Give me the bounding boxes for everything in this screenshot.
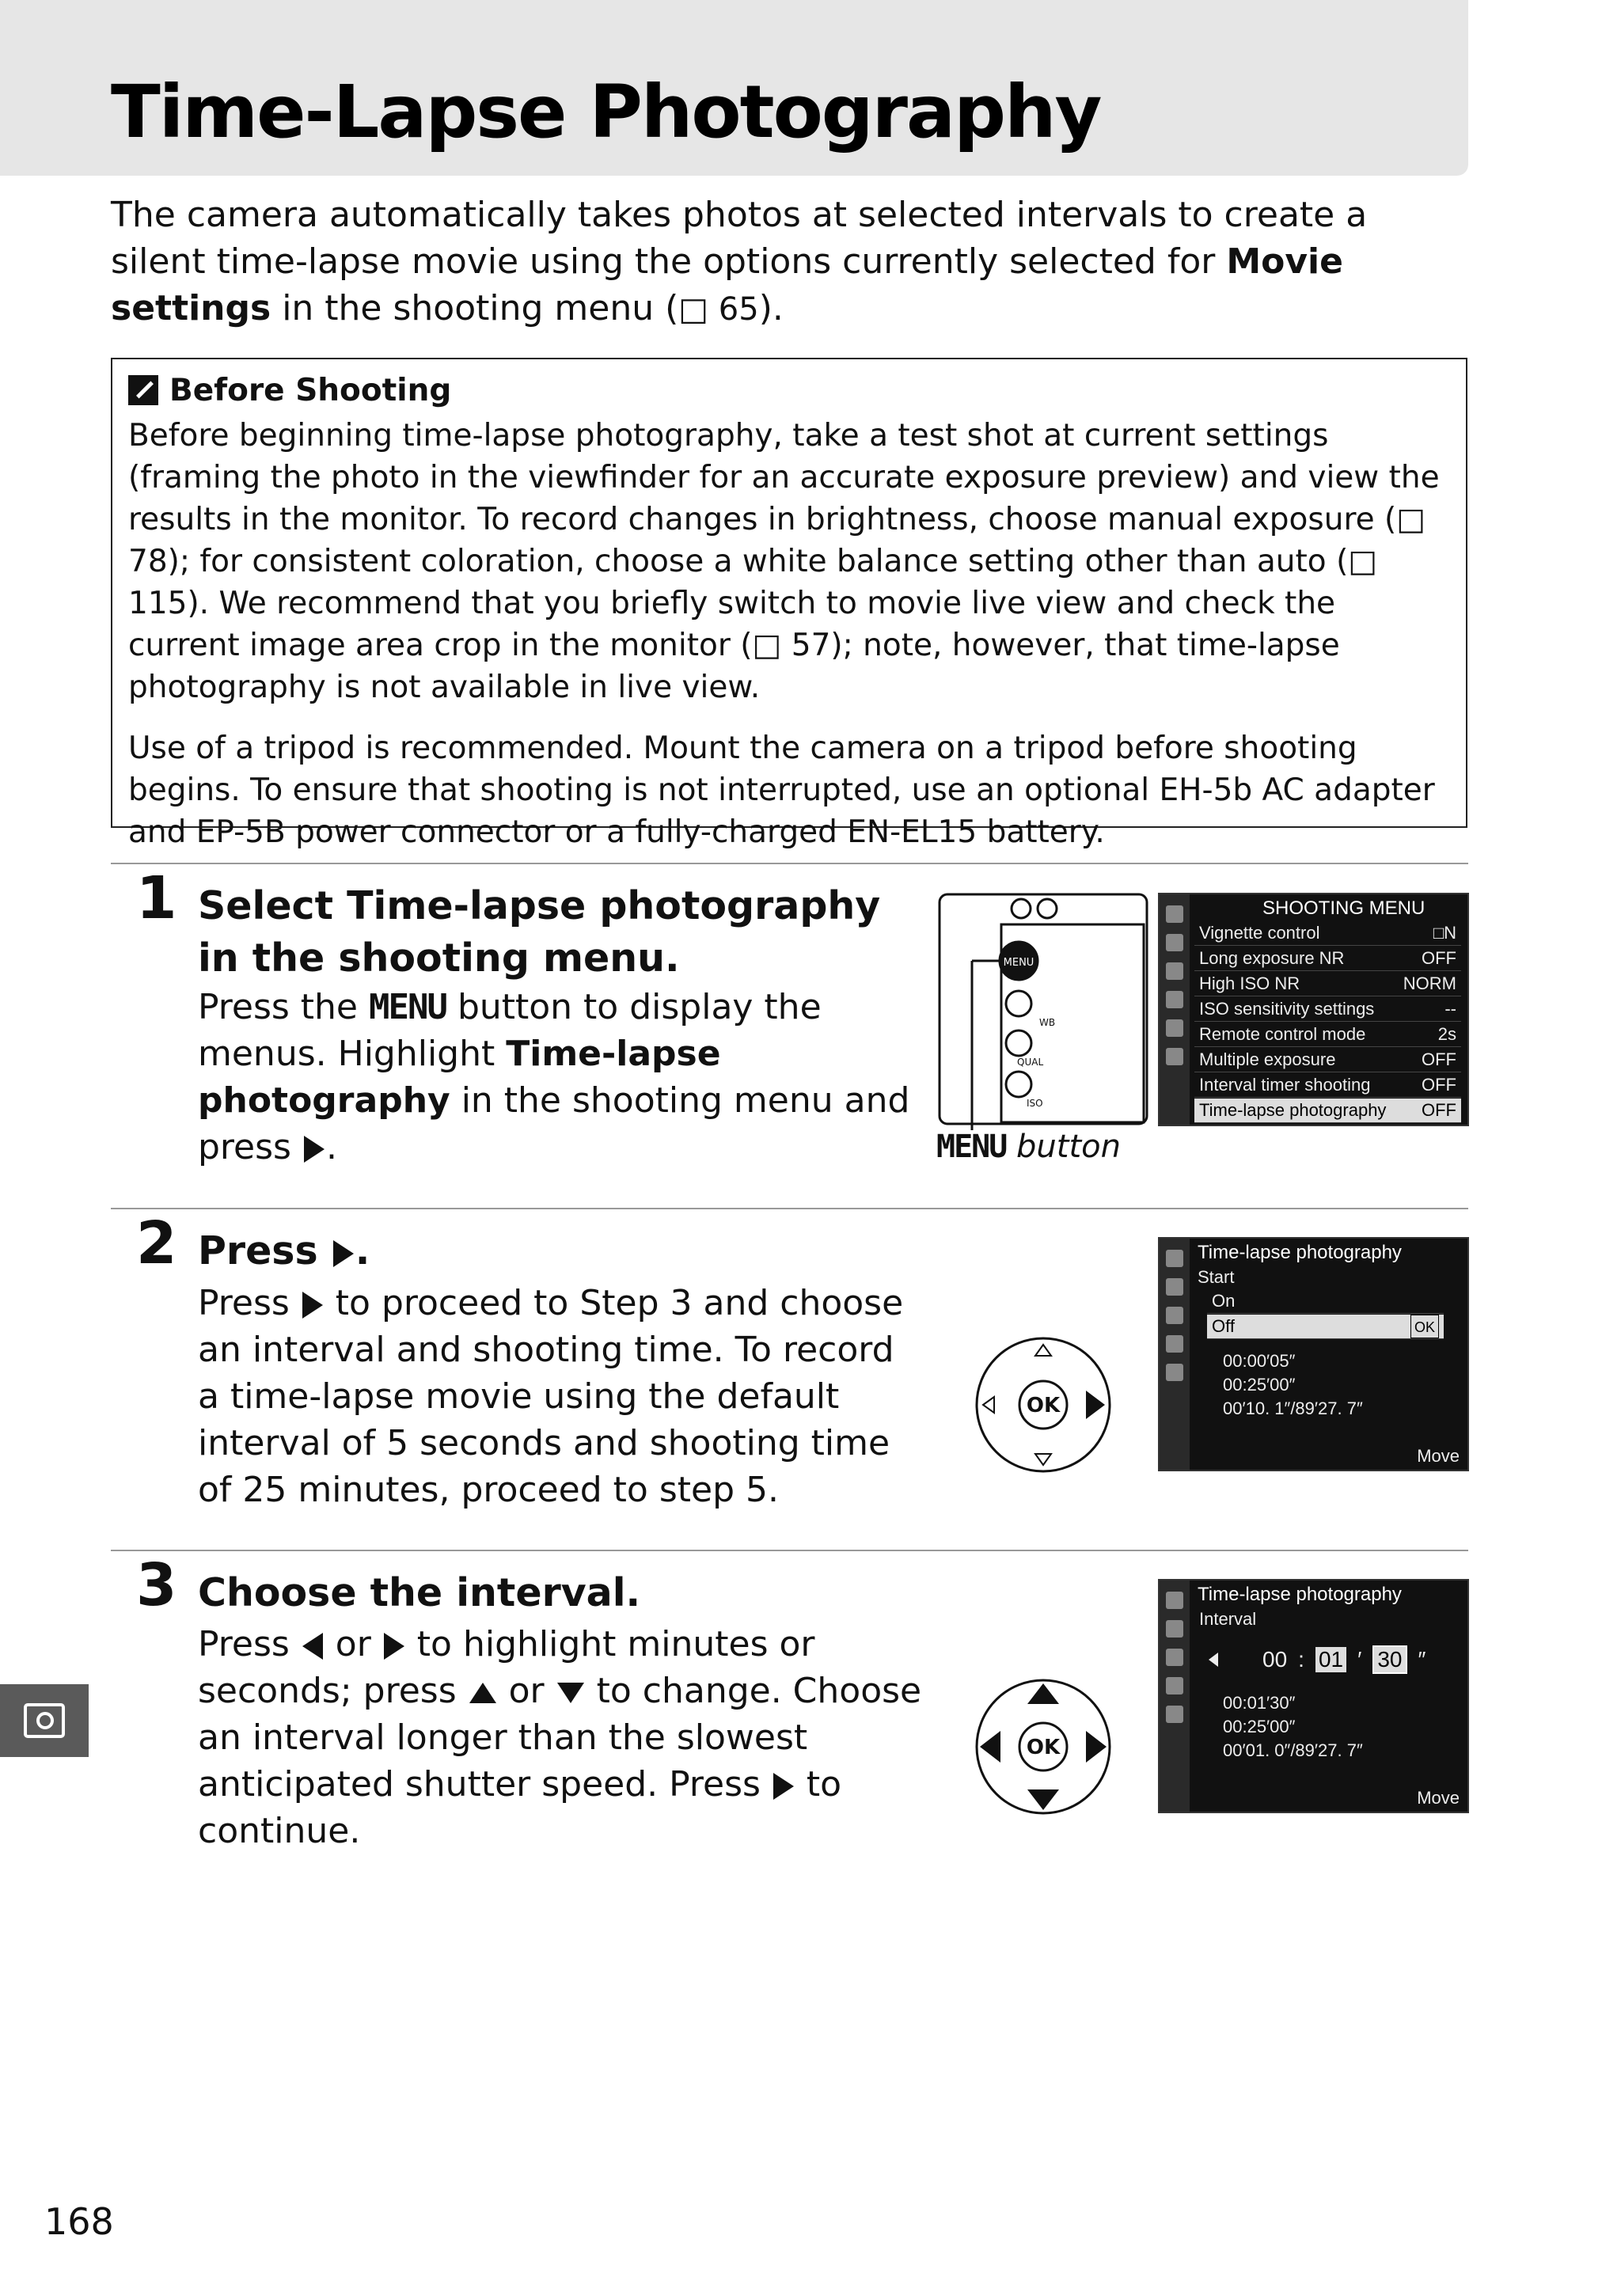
multi-selector-all-directions-icon (972, 1676, 1114, 1818)
menu-item-label: Interval timer shooting (1199, 1075, 1371, 1095)
menu-item-label: ISO sensitivity settings (1199, 999, 1375, 1019)
seconds-value[interactable]: 30 (1372, 1645, 1407, 1674)
step-3-body (198, 1621, 926, 1854)
step-2-text-b: to proceed to Step 3 and choose an interval and shooting time. To record a time-lapse movie using the default interval of 5 seconds and shooting time of 25 minutes, proceed to step 5. (198, 1283, 904, 1510)
step-1-heading-end: in the shooting menu. (198, 935, 680, 981)
step-divider (111, 1550, 1468, 1551)
movie-length-value: 00′01. 0″/89′27. 7″ (1223, 1740, 1363, 1760)
page-number: 168 (44, 2200, 114, 2243)
interval-editor[interactable]: 00 : 01 ′ 30 ″ (1207, 1645, 1469, 1674)
shooting-menu-screen (1158, 893, 1469, 1126)
step-divider (111, 1208, 1468, 1209)
wb-label: WB (1039, 1017, 1056, 1028)
note-title-row (128, 366, 1450, 415)
time-lapse-start-screen (1158, 1237, 1469, 1471)
playback-button-icon (1012, 899, 1031, 918)
step-2-body (198, 1280, 926, 1513)
on-label: On (1212, 1291, 1236, 1311)
menu-tabs (1160, 1239, 1190, 1470)
step-1-text-d: . (325, 1127, 337, 1167)
before-shooting-note (111, 358, 1467, 850)
step-3-text-f: to continue. (198, 1764, 842, 1851)
delete-button-icon (1038, 899, 1057, 918)
intro-bold-term: Movie settings (111, 241, 1343, 328)
menu-item-value: -- (1444, 999, 1456, 1019)
step-1-body (198, 984, 910, 1171)
zoom-button-icon (1006, 1072, 1031, 1097)
ok-badge: OK (1410, 1315, 1439, 1338)
step-1-text-b: button to display the menus. Highlight (198, 987, 822, 1074)
menu-item-value: OFF (1422, 1075, 1456, 1095)
menu-item[interactable] (1194, 1048, 1461, 1072)
step-2-heading-end: . (355, 1228, 370, 1273)
step-divider (111, 863, 1468, 864)
off-label: Off (1212, 1316, 1235, 1336)
step-1-heading (198, 880, 910, 985)
pencil-note-icon (128, 375, 158, 405)
page-ref: □ 65 (678, 291, 759, 328)
step-2-number: 2 (136, 1209, 177, 1277)
step-1-heading-text: Select (198, 883, 347, 928)
start-label: Start (1198, 1267, 1235, 1287)
menu-item-label: Time-lapse photography (1199, 1100, 1387, 1120)
menu-item-label: Multiple exposure (1199, 1049, 1336, 1069)
right-arrow-icon (773, 1773, 794, 1800)
step-2-heading (198, 1225, 370, 1277)
menu-item-label: High ISO NR (1199, 973, 1300, 993)
step-3-text-c: to highlight minutes or seconds; press (198, 1624, 815, 1711)
shooting-time-value: 00:25′00″ (1223, 1375, 1296, 1395)
step-3-text-d: or (497, 1671, 545, 1711)
step-1-number: 1 (136, 864, 177, 932)
shooting-chapter-tab (0, 1684, 89, 1757)
right-arrow-icon (384, 1633, 404, 1660)
minutes-value[interactable]: 01 (1315, 1647, 1346, 1672)
step-1-text-c: in the shooting menu and press (198, 1080, 910, 1167)
menu-item-value: OFF (1422, 948, 1456, 968)
step-1-bold: Time-lapse photography (198, 1034, 721, 1121)
menu-item[interactable] (1194, 1099, 1461, 1123)
caption-menu-word: MENU (936, 1129, 1007, 1165)
menu-button-caption (936, 1129, 1121, 1165)
qual-label: QUAL (1017, 1057, 1044, 1068)
intro-close: ). (758, 288, 784, 328)
up-arrow-icon (469, 1683, 496, 1703)
step-3-text-e: to change. Choose an interval longer than the slowest anticipated shutter speed. Press (198, 1671, 922, 1805)
step-3-number: 3 (136, 1551, 177, 1619)
move-hint: Move (1417, 1446, 1460, 1466)
menu-item-value: OFF (1422, 1049, 1456, 1069)
menu-item-value: □N (1433, 923, 1456, 943)
right-arrow-icon (302, 1292, 323, 1319)
menu-item[interactable] (1194, 972, 1461, 996)
menu-item[interactable] (1194, 997, 1461, 1022)
step-3-text-b: or (324, 1624, 371, 1664)
menu-item-value: NORM (1403, 973, 1456, 993)
right-arrow-icon (333, 1240, 354, 1267)
camera-back-illustration (938, 893, 1150, 1130)
time-lapse-interval-screen (1158, 1579, 1469, 1813)
intro-text: The camera automatically takes photos at selected intervals to create a silent time-lapse movie using the options currently selected for (111, 195, 1368, 282)
help-button-icon (1006, 1030, 1031, 1056)
intro-text-after: in the shooting menu ( (271, 288, 679, 328)
page-title: Time-Lapse Photography (111, 70, 1101, 154)
left-arrow-icon (302, 1633, 323, 1660)
menu-item[interactable] (1194, 921, 1461, 946)
interval-value: 00:01′30″ (1223, 1693, 1296, 1713)
screen-title: Time-lapse photography (1198, 1584, 1402, 1605)
camera-icon (24, 1703, 65, 1738)
menu-item[interactable] (1194, 947, 1461, 971)
iso-label: ISO (1027, 1098, 1043, 1109)
caption-text: button (1006, 1129, 1121, 1165)
step-3-text-a: Press (198, 1624, 290, 1664)
left-arrow-icon (1209, 1653, 1218, 1667)
step-2-text-a: Press (198, 1283, 290, 1323)
down-arrow-icon (557, 1683, 584, 1703)
menu-button-text: MENU (1003, 957, 1034, 969)
retouch-button-icon (1006, 991, 1031, 1016)
movie-length-value: 00′10. 1″/89′27. 7″ (1223, 1398, 1363, 1418)
menu-button-label: MENU (368, 987, 446, 1027)
shooting-time-value: 00:25′00″ (1223, 1717, 1296, 1736)
interval-value: 00:00′05″ (1223, 1351, 1296, 1371)
menu-tabs (1160, 894, 1190, 1125)
step-2-heading-text: Press (198, 1228, 318, 1273)
screen-title: Time-lapse photography (1198, 1242, 1402, 1263)
step-3-heading: Choose the interval. (198, 1570, 641, 1615)
multi-selector-right-icon (972, 1334, 1114, 1476)
time-lapse-values (1223, 1691, 1363, 1763)
option-off[interactable] (1207, 1315, 1444, 1339)
right-arrow-icon (304, 1136, 325, 1163)
move-hint: Move (1417, 1788, 1460, 1808)
menu-item-label: Long exposure NR (1199, 948, 1345, 968)
intro-paragraph (111, 192, 1472, 333)
step-1-heading-bold: Time-lapse photography (347, 883, 881, 928)
menu-item-value: OFF (1422, 1100, 1456, 1120)
option-on[interactable] (1207, 1289, 1444, 1314)
menu-item-label: Vignette control (1199, 923, 1320, 943)
interval-label: Interval (1199, 1609, 1257, 1629)
time-lapse-values (1223, 1349, 1363, 1421)
ok-button-label: OK (1026, 1394, 1061, 1417)
ok-button-label: OK (1026, 1736, 1061, 1759)
hours-value: 00 (1262, 1647, 1288, 1672)
step-1-text-a: Press the (198, 987, 369, 1027)
note-paragraph-2: Use of a tripod is recommended. Mount the camera on a tripod before shooting begins. To ensure that shooting is not interrupted, use an optional EH-5b AC adapter and EP-5B power connector or a fully-charged EN-EL15 battery. (128, 731, 1435, 850)
note-paragraph-1: Before beginning time-lapse photography, take a test shot at current settings (framing the photo in the viewfinder for an accurate exposure preview) and view the results in the monitor. To record changes in brightness, choose manual exposure (□ 78); for consistent coloration, choose a white balance setting other than auto (□ 115). We recommend that you briefly switch to movie live view and check the current image area crop in the monitor (□ 57); note, however, that time-lapse photography is not available in live view. (128, 418, 1440, 705)
menu-item-label: Remote control mode (1199, 1024, 1366, 1044)
note-title: Before Shooting (169, 372, 452, 408)
menu-tabs (1160, 1581, 1190, 1812)
menu-item[interactable] (1194, 1023, 1461, 1047)
screen-title: SHOOTING MENU (1262, 898, 1425, 919)
menu-item-value: 2s (1437, 1024, 1456, 1044)
menu-item[interactable] (1194, 1073, 1461, 1098)
